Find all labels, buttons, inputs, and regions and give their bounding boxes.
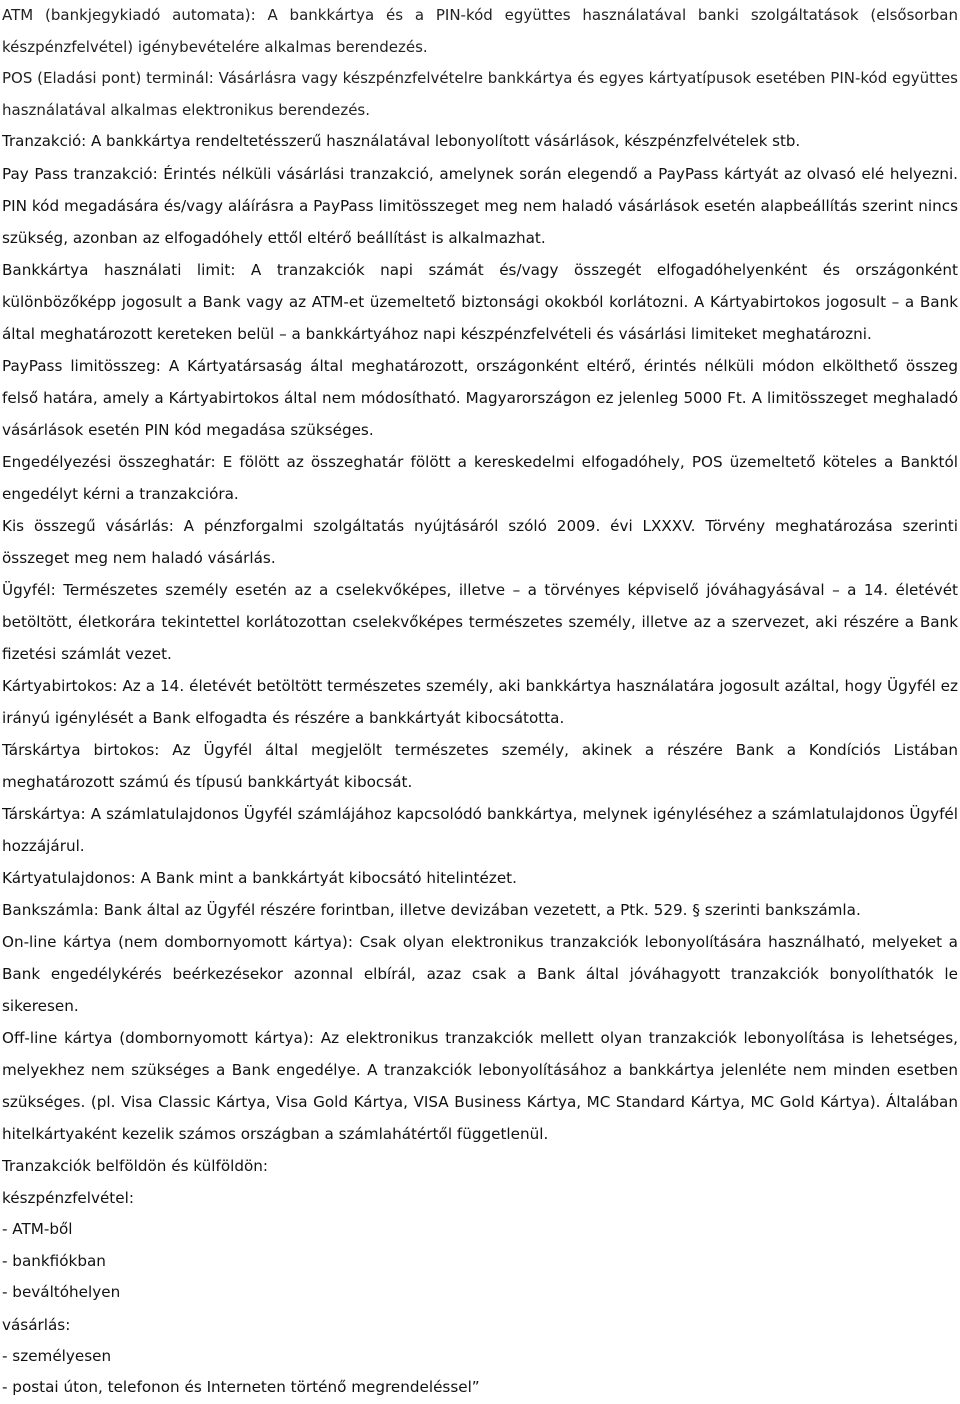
cash-withdrawal-heading: készpénzfelvétel: <box>2 1188 134 1207</box>
list-item: - ATM-ből <box>2 1219 73 1238</box>
list-item: - beváltóhelyen <box>2 1283 121 1302</box>
definition-ugyfel: Ügyfél: Természetes személy esetén az a cselekvőképes, illetve – a törvényes képviselő jóváhagyásával – a 14. életévét betöltött, életkorára tekintettel korlátozottan cselekvőképes természetes személy, illetve az a szervezet, aki részére a Bank fizetési számlát vezet. <box>2 580 958 663</box>
purchase-heading: vásárlás: <box>2 1315 71 1334</box>
cash-withdrawal-list <box>2 1214 958 1309</box>
definition-engedelyezesi-osszeghatar: Engedélyezési összeghatár: E fölött az összeghatár fölött a kereskedelmi elfogadóhely, POS üzemeltető köteles a Banktól engedélyt kérni a tranzakcióra. <box>2 452 958 503</box>
list-item: - személyesen <box>2 1346 112 1365</box>
definition-kartyabirtokos: Kártyabirtokos: Az a 14. életévét betöltött természetes személy, aki bankkártya használatára jogosult azáltal, hogy Ügyfél ez irányú igénylését a Bank elfogadta és részére a bankkártyát kibocsátotta. <box>2 676 958 727</box>
definition-tarskartya: Társkártya: A számlatulajdonos Ügyfél számlájához kapcsolódó bankkártya, melynek igényléséhez a számlatulajdonos Ügyfél hozzájárul. <box>2 804 958 855</box>
list-item: - bankfiókban <box>2 1251 106 1270</box>
definition-bankszamla: Bankszámla: Bank által az Ügyfél részére forintban, illetve devizában vezetett, a Ptk. 529. § szerinti bankszámla. <box>2 900 861 919</box>
definition-offline-kartya: Off-line kártya (dombornyomott kártya): Az elektronikus tranzakciók mellett olyan tranzakciók lebonyolítása is lehetséges, melyekhez nem szükséges a Bank engedélye. A tranzakciók lebonyolításához a bankkártya jelenléte nem minden esetben szükséges. (pl. Visa Classic Kártya, Visa Gold Kártya, VISA Business Kártya, MC Standard Kártya, MC Gold Kártya). Általában hitelkártyaként kezelik számos országban a számlahátértől függetlenül. <box>2 1028 958 1143</box>
definition-hasznalati-limit: Bankkártya használati limit: A tranzakciók napi számát és/vagy összegét elfogadóhelyenként és országonként különbözőképp jogosult a Bank vagy az ATM-et üzemeltető biztonsági okokból korlátozni. A Kártyabirtokos jogosult – a Bank által meghatározott kereteken belül – a bankkártyához napi készpénzfelvételi és vásárlási limiteket meghatározni. <box>2 260 958 343</box>
definition-pos: POS (Eladási pont) terminál: Vásárlásra vagy készpénzfelvételre bankkártya és egyes kártyatípusok esetében PIN-kód együttes használatával alkalmas elektronikus berendezés. <box>2 69 958 119</box>
definition-tranzakcio: Tranzakció: A bankkártya rendeltetésszerű használatával lebonyolított vásárlások, készpénzfelvételek stb. <box>2 132 801 151</box>
list-item: - postai úton, telefonon és Interneten történő megrendeléssel” <box>2 1378 480 1397</box>
purchase-list <box>2 1341 958 1404</box>
tranzakciok-heading: Tranzakciók belföldön és külföldön: <box>2 1156 269 1175</box>
definition-kartyatulajdonos: Kártyatulajdonos: A Bank mint a bankkártyát kibocsátó hitelintézet. <box>2 868 517 887</box>
definition-paypass-tranzakcio: Pay Pass tranzakció: Érintés nélküli vásárlási tranzakció, amelynek során elegendő a PayPass kártyát az olvasó elé helyezni. PIN kód megadására és/vagy aláírásra a PayPass limitösszeget meg nem haladó vásárlások esetén alapbeállítás szerint nincs szükség, azonban az elfogadóhely ettől eltérő beállítást is alkalmazhat. <box>2 164 958 247</box>
definition-tarskartya-birtokos: Társkártya birtokos: Az Ügyfél által megjelölt természetes személy, akinek a részére Bank a Kondíciós Listában meghatározott számú és típusú bankkártyát kibocsát. <box>2 740 958 791</box>
definition-paypass-limitosszeg: PayPass limitösszeg: A Kártyatársaság által meghatározott, országonként eltérő, érintés nélküli módon elkölthető összeg felső határa, amely a Kártyabirtokos által nem módosítható. Magyarországon ez jelenleg 5000 Ft. A limitösszeget meghaladó vásárlások esetén PIN kód megadása szükséges. <box>2 356 958 439</box>
definition-atm: ATM (bankjegykiadó automata): A bankkártya és a PIN-kód együttes használatával banki szolgáltatások (elsősorban készpénzfelvétel) igénybevételére alkalmas berendezés. <box>2 6 958 56</box>
definition-kis-osszegu-vasarlas: Kis összegű vásárlás: A pénzforgalmi szolgáltatás nyújtásáról szóló 2009. évi LXXXV. Törvény meghatározása szerinti összeget meg nem haladó vásárlás. <box>2 516 958 567</box>
definition-online-kartya: On-line kártya (nem dombornyomott kártya): Csak olyan elektronikus tranzakciók lebonyolítására használható, melyeket a Bank engedélykérés beérkezésekor azonnal elbírál, azaz csak a Bank által jóváhagyott tranzakciók bonyolíthatók le sikeresen. <box>2 932 958 1015</box>
